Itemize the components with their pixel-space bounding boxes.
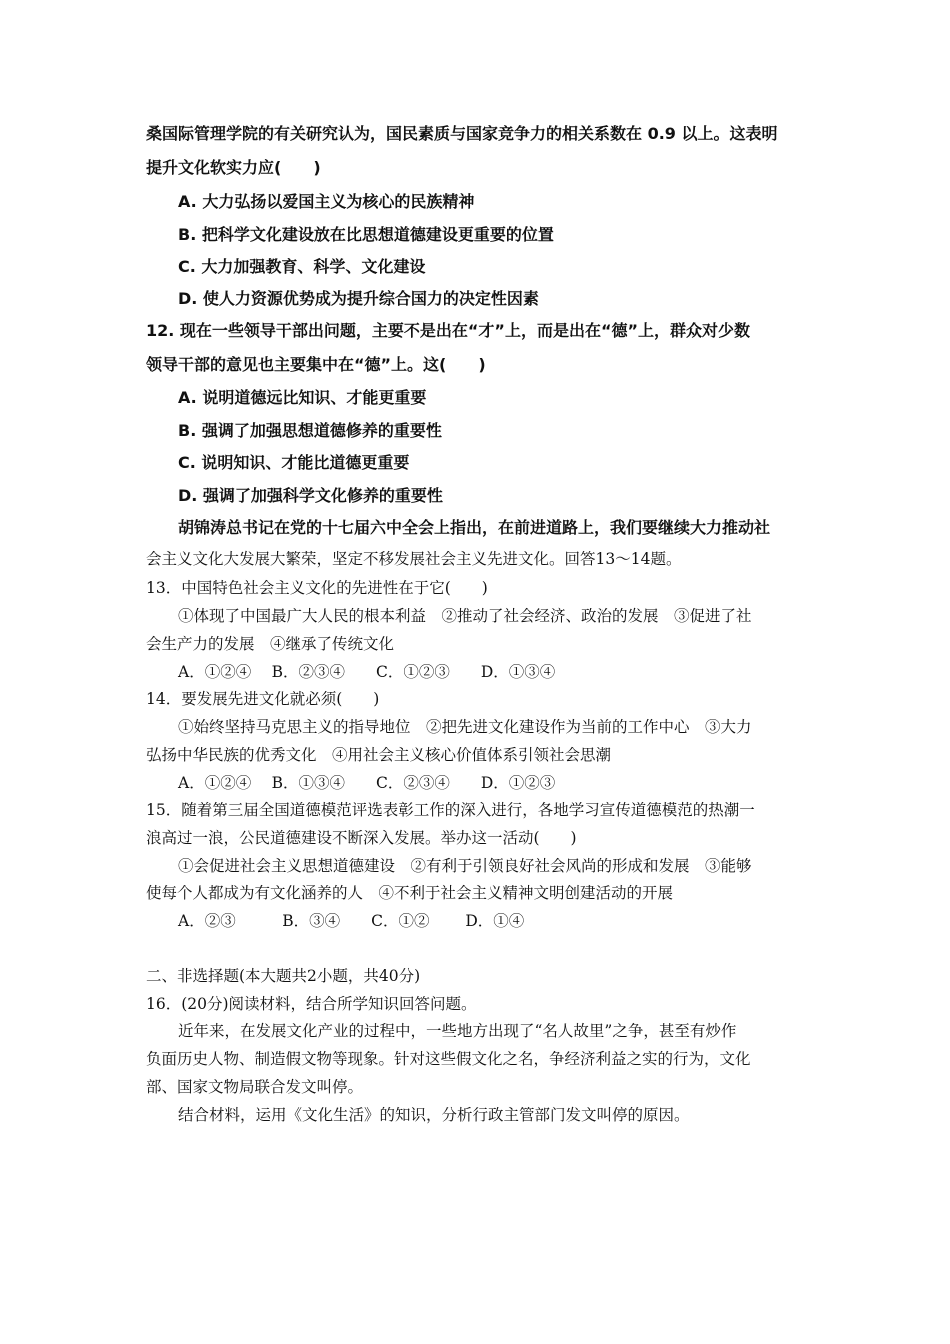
- choice-line: A．①②④ B．①③④ C．②③④ D．①②③: [178, 774, 556, 792]
- choice-line: A．①②④ B．②③④ C．①②③ D．①③④: [178, 663, 556, 681]
- question-15: 15．随着第三届全国道德模范评选表彰工作的深入进行，各地学习宣传道德模范的热潮一: [146, 801, 755, 819]
- question-16: 16．(20分)阅读材料，结合所学知识回答问题。: [146, 995, 477, 1013]
- option-line: A. 大力弘扬以爱国主义为核心的民族精神: [178, 192, 475, 211]
- option-line: B. 强调了加强思想道德修养的重要性: [178, 421, 442, 440]
- text-line: 浪高过一浪，公民道德建设不断深入发展。举办这一活动( ): [146, 829, 577, 847]
- statement-line: ①体现了中国最广大人民的根本利益 ②推动了社会经济、政治的发展 ③促进了社: [178, 607, 752, 625]
- option-line: C. 说明知识、才能比道德更重要: [178, 453, 410, 472]
- statement-line: 会生产力的发展 ④继承了传统文化: [146, 635, 395, 653]
- material-line: 负面历史人物、制造假文物等现象。针对这些假文化之名，争经济利益之实的行为，文化: [146, 1050, 751, 1068]
- text-line: 领导干部的意见也主要集中在“德”上。这( ): [146, 355, 486, 374]
- task-line: 结合材料，运用《文化生活》的知识，分析行政主管部门发文叫停的原因。: [178, 1106, 690, 1124]
- option-line: A. 说明道德远比知识、才能更重要: [178, 388, 427, 407]
- question-12: 12. 现在一些领导干部出问题，主要不是出在“才”上，而是出在“德”上，群众对少数: [146, 321, 750, 340]
- material-line: 近年来，在发展文化产业的过程中，一些地方出现了“名人故里”之争，甚至有炒作: [178, 1022, 737, 1040]
- statement-line: 弘扬中华民族的优秀文化 ④用社会主义核心价值体系引领社会思潮: [146, 746, 612, 764]
- statement-line: ①会促进社会主义思想道德建设 ②有利于引领良好社会风尚的形成和发展 ③能够: [178, 857, 752, 875]
- option-line: D. 强调了加强科学文化修养的重要性: [178, 486, 443, 505]
- question-14: 14．要发展先进文化就必须( ): [146, 690, 380, 708]
- material-line: 部、国家文物局联合发文叫停。: [146, 1078, 364, 1096]
- passage-line: 会主义文化大发展大繁荣，坚定不移发展社会主义先进文化。回答13～14题。: [146, 550, 682, 568]
- option-line: B. 把科学文化建设放在比思想道德建设更重要的位置: [178, 225, 554, 244]
- text-line: 提升文化软实力应( ): [146, 158, 321, 177]
- section-heading: 二、非选择题(本大题共2小题，共40分): [146, 967, 421, 985]
- passage-line: 胡锦涛总书记在党的十七届六中全会上指出，在前进道路上，我们要继续大力推动社: [178, 518, 771, 537]
- text-line: 桑国际管理学院的有关研究认为，国民素质与国家竞争力的相关系数在 0.9 以上。这表明: [146, 124, 778, 143]
- question-13: 13．中国特色社会主义文化的先进性在于它( ): [146, 579, 488, 597]
- statement-line: 使每个人都成为有文化涵养的人 ④不利于社会主义精神文明创建活动的开展: [146, 884, 674, 902]
- option-line: C. 大力加强教育、科学、文化建设: [178, 257, 426, 276]
- option-line: D. 使人力资源优势成为提升综合国力的决定性因素: [178, 289, 539, 308]
- statement-line: ①始终坚持马克思主义的指导地位 ②把先进文化建设作为当前的工作中心 ③大力: [178, 718, 752, 736]
- choice-line: A．②③ B．③④ C．①② D．①④: [178, 912, 525, 930]
